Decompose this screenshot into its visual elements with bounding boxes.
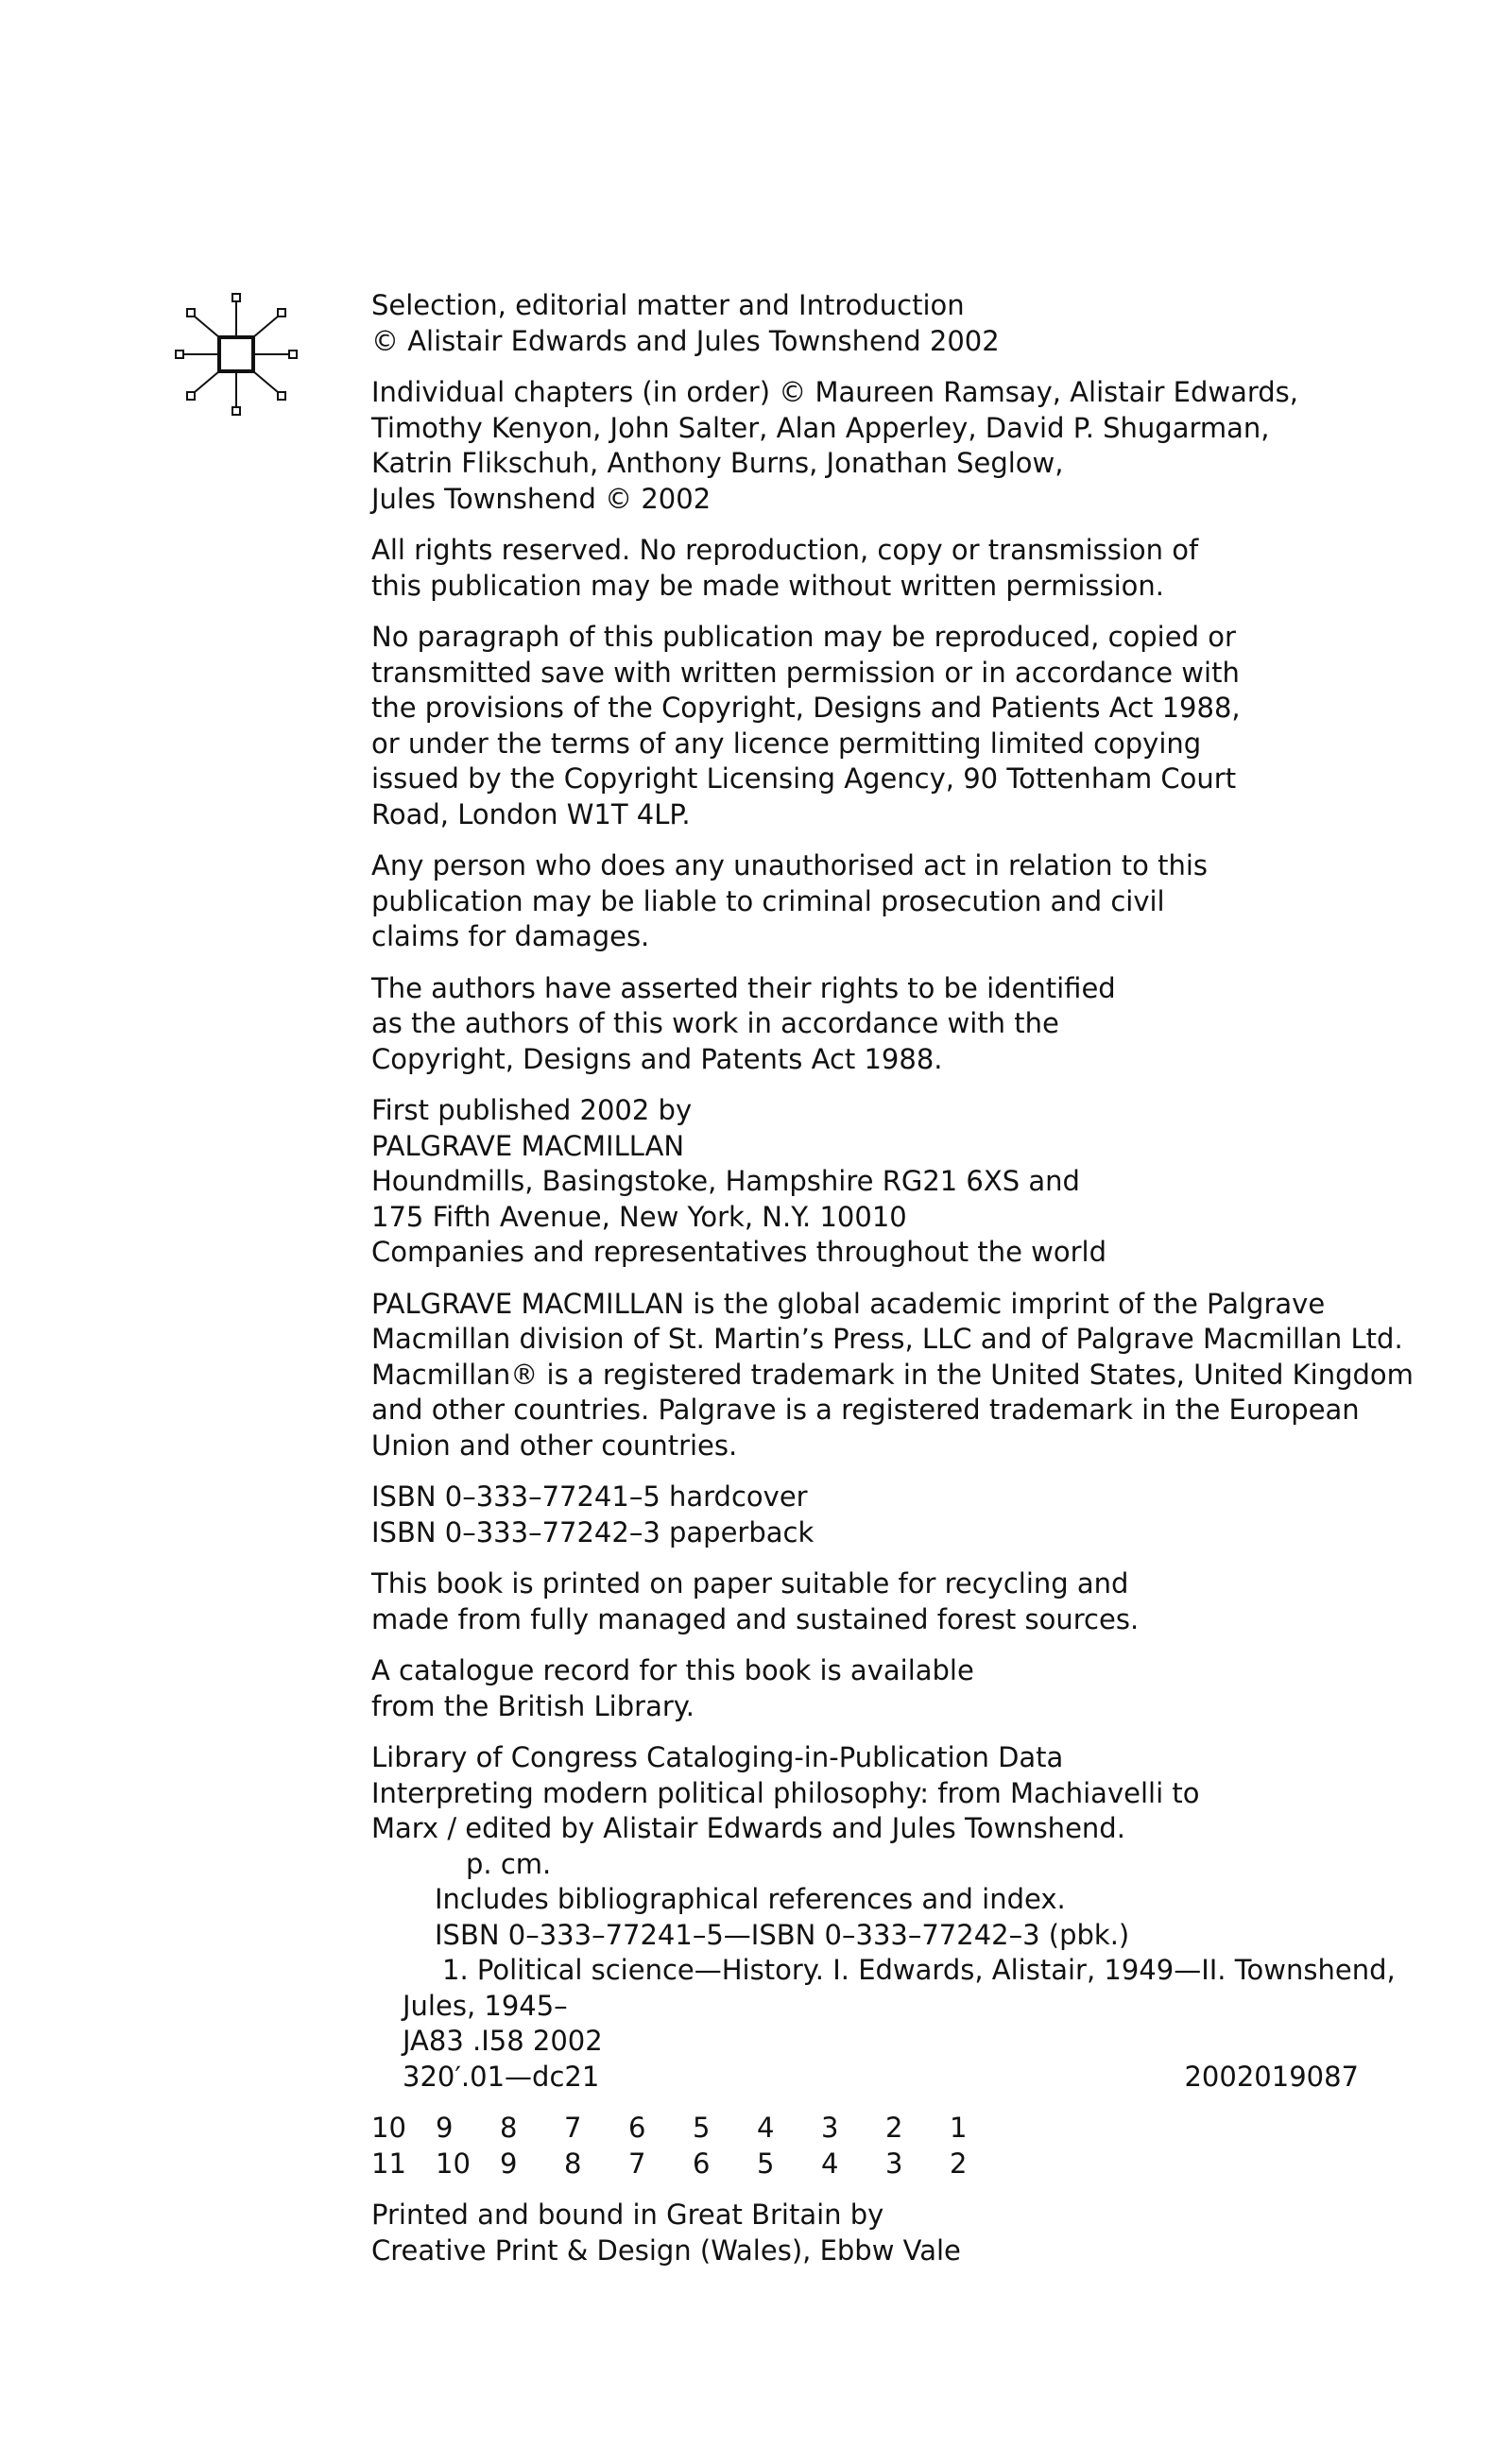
printer-info: Printed and bound in Great Britain by Creative Print & Design (Wales), Ebbw Vale (371, 2199, 961, 2267)
selection-notice: Selection, editorial matter and Introduction © Alistair Edwards and Jules Townshend 2002 (371, 289, 1000, 357)
printing-row-1: 10 9 8 7 6 5 4 3 2 1 (371, 2112, 968, 2144)
copyright-page-text (371, 288, 1414, 2284)
cip-dewey-row: 320′.01—dc21 2002019087 (403, 2060, 1359, 2093)
imprint-info: PALGRAVE MACMILLAN is the global academic imprint of the Palgrave Macmillan division of St. Martin’s Press, LLC and of Palgrave Macmillan Ltd. Macmillan® is a registered trademark in the United States, United Kingdom and other countries. Palgrave is a registered trademark in the European Union and other countries. (371, 1287, 1414, 1462)
printing-line (371, 2111, 1359, 2182)
cip-data: Library of Congress Cataloging-in-Publication Data Interpreting modern political philosophy: from Machiavelli to Marx / edited by Alistair Edwards and Jules Townshend. p. cm. Includes bibliographical references and index. ISBN 0–333–77241–5—ISBN 0–333–77242–3 (pbk.) 1. Political science—History. I. Edwards, Alistair, 1949—II. Townshend, Jules, 1945– JA83 .I58 2002 320′.01—dc21 2002019087 (371, 1740, 1359, 2095)
chapters-notice: Individual chapters (in order) © Maureen Ramsay, Alistair Edwards, Timothy Kenyon, John Salter, Alan Apperley, David P. Shugarman, Katrin Flikschuh, Anthony Burns, Jonathan Seglow, Jules Townshend © 2002 (371, 376, 1298, 515)
liability-notice: Any person who does any unauthorised act in relation to this publication may be liable to criminal prosecution and civil claims for damages. (371, 849, 1209, 952)
rights-notice: All rights reserved. No reproduction, copy or transmission of this publication may be made without written permission. (371, 534, 1199, 602)
paper-notice: This book is printed on paper suitable for recycling and made from fully managed and sustained forest sources. (371, 1567, 1140, 1635)
catalogue-notice: A catalogue record for this book is available from the British Library. (371, 1654, 974, 1722)
authors-rights: The authors have asserted their rights to be identified as the authors of this work in accordance with the Copyright, Designs and Patents Act 1988. (371, 971, 1116, 1075)
printing-row-2: 11 10 9 8 7 6 5 4 3 2 (371, 2147, 968, 2180)
publication-info: First published 2002 by PALGRAVE MACMILLAN Houndmills, Basingstoke, Hampshire RG21 6XS and 175 Fifth Avenue, New York, N.Y. 10010 Companies and representatives throughout the world (371, 1094, 1107, 1268)
reproduction-notice: No paragraph of this publication may be reproduced, copied or transmitted save with written permission or in accordance with the provisions of the Copyright, Designs and Patients Act 1988, or under the terms of any licence permitting limited copying issued by the Copyright Licensing Agency, 90 Tottenham Court Road, London W1T 4LP. (371, 621, 1241, 830)
publisher-logo (170, 288, 302, 420)
isbn-info: ISBN 0–333–77241–5 hardcover ISBN 0–333–77242–3 paperback (371, 1480, 815, 1549)
